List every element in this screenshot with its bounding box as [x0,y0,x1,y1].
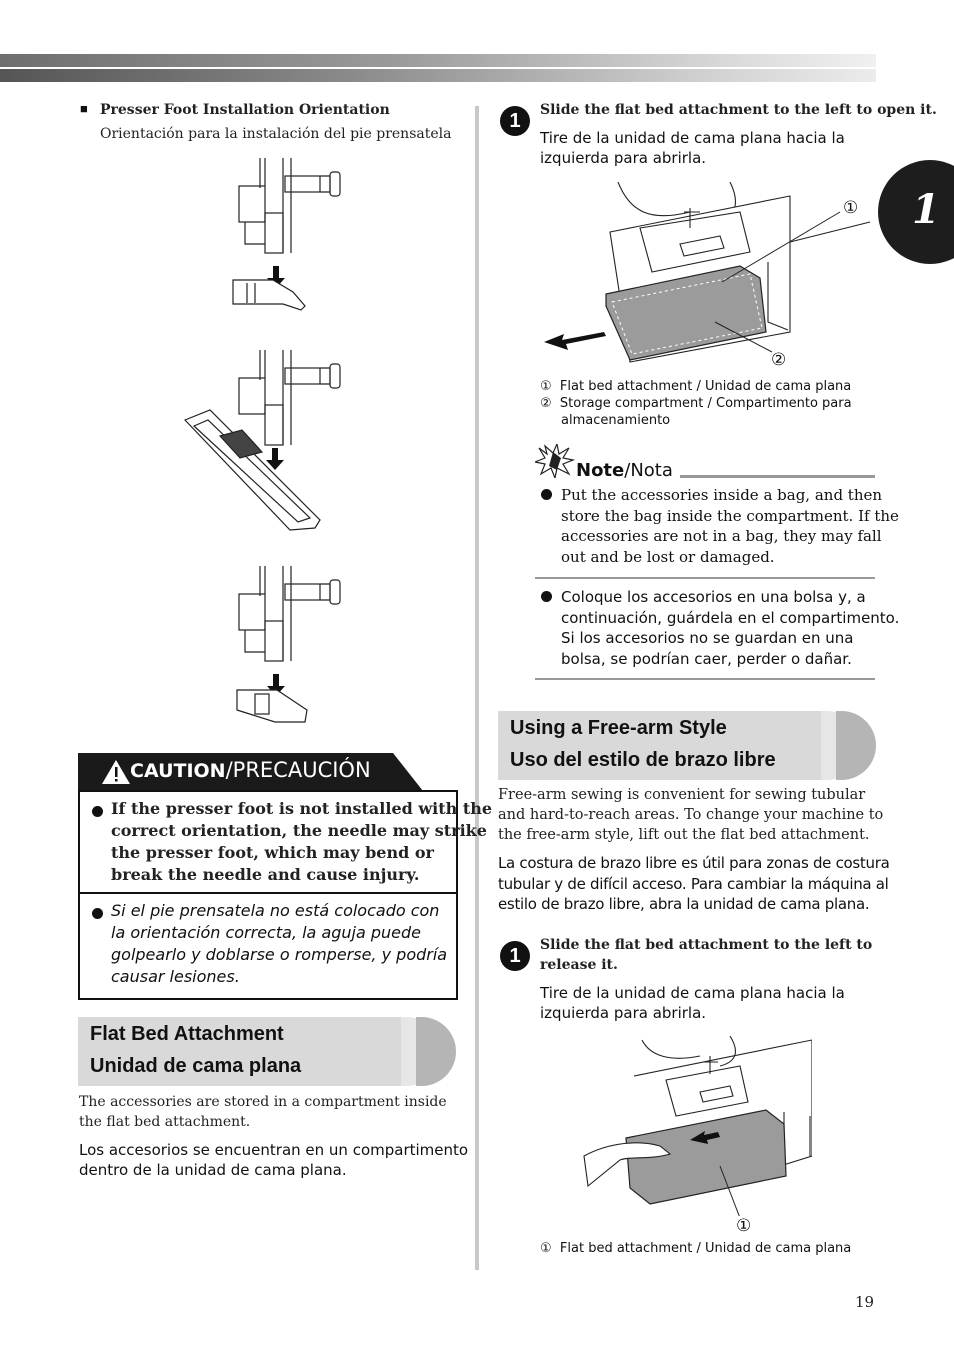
flatbed-title-es: Unidad de cama plana [90,1055,302,1077]
legend-1-es: Unidad de cama plana [705,379,852,394]
caution-en-line-1: If the presser foot is not installed with the [111,799,493,818]
step-1-number: 1 [500,106,530,136]
orientation-marker: ■ [80,101,88,116]
presser-foot-illustration-3 [225,566,355,730]
legend-step-1 [540,378,852,429]
note-en-line-3: accessories are not in a bag, they may fall [561,527,882,545]
freearm-title-en: Using a Free-arm Style [510,717,727,739]
caution-es-line-2: la orientación correcta, la aguja puede [111,923,422,942]
presser-foot-illustration-1 [225,158,355,318]
note-es-line-1: Coloque los accesorios en una bolsa y, a [561,588,866,606]
column-divider [475,106,479,1270]
step-2-title-2: release it. [540,957,618,973]
note-es-line-4: bolsa, se podrían caer, perder o dañar. [561,649,852,668]
legend-2-en: Storage compartment / [559,396,716,411]
legend-row-1 [540,378,852,395]
flatbed-section-header [78,1017,456,1086]
note-label-es: /Nota [624,460,673,481]
flatbed-body-es-2: dentro de la unidad de cama plana. [79,1161,347,1179]
orientation-title-en: Presser Foot Installation Orientation [100,102,390,118]
note-rule-top [680,475,875,478]
freearm-body-en [498,785,883,845]
page-number: 19 [855,1293,875,1311]
note-text-es [561,587,899,669]
note-bullet-es [541,591,552,602]
legend-2-es2: almacenamiento [561,413,671,428]
legend-row-2 [540,395,852,412]
freearm-body-es-2: tubular y de difícil acceso. Para cambiar la máquina al [498,874,889,893]
flatbed-body-en-2: the flat bed attachment. [79,1114,251,1130]
flatbed-title-en: Flat Bed Attachment [90,1023,284,1045]
step-1-text [540,128,845,168]
freearm-body-en-1: Free-arm sewing is convenient for sewing tubular [498,787,866,803]
note-label-en: Note [576,460,625,481]
remove-flatbed-illustration [580,1036,812,1216]
caution-text-en [111,798,492,886]
caution-label-en: CAUTION [130,760,226,782]
step-2-text-1: Tire de la unidad de cama plana hacia la [540,984,845,1002]
note-rule-middle [535,577,875,579]
caution-text-es [111,900,447,988]
note-es-line-3: Si los accesorios no se guardan en una [561,629,854,647]
caution-es-line-3: golpearlo y doblarse o romperse, y podría [111,945,448,964]
freearm-body-en-2: and hard-to-reach areas. To change your machine to [498,807,884,823]
step-2-title-1: Slide the flat bed attachment to the left to [540,937,873,953]
callout-2: ② [771,350,787,369]
freearm-body-es [498,853,889,915]
step-1-text-1: Tire de la unidad de cama plana hacia la [540,129,845,147]
caution-divider [80,892,456,894]
header-bar-bottom [0,69,876,82]
caution-en-line-4: break the needle and cause injury. [111,865,420,884]
presser-foot-illustration-2 [180,350,360,536]
flatbed-body-en [79,1092,447,1132]
legend-s2-en: Flat bed attachment / [559,1241,705,1256]
legend-s2-es: Unidad de cama plana [705,1241,852,1256]
caution-bullet-en [92,806,103,817]
orientation-title-es: Orientación para la instalación del pie prensatela [100,126,452,142]
step-1-title: Slide the flat bed attachment to the left to open it. [540,102,937,118]
caution-es-line-1: Si el pie prensatela no está colocado con [111,901,440,920]
step-2-text [540,983,845,1023]
legend-2-num: ② [540,396,552,411]
note-label [576,460,673,481]
flatbed-body-es [79,1140,468,1180]
caution-en-line-2: correct orientation, the needle may strike [111,821,487,840]
caution-label-es: /PRECAUCIÓN [225,758,371,782]
flatbed-body-en-1: The accessories are stored in a compartment inside [79,1094,447,1110]
note-icon [535,444,575,478]
freearm-section-header [498,711,876,780]
freearm-body-es-3: estilo de brazo libre, abra la unidad de cama plana. [498,895,870,913]
freearm-body-en-3: the free-arm style, lift out the flat bed attachment. [498,827,870,843]
open-compartment-illustration [540,182,878,374]
caution-label [130,758,371,782]
step-1-text-2: izquierda para abrirla. [540,149,707,167]
caution-bullet-es [92,908,103,919]
step-2-text-2: izquierda para abrirla. [540,1004,707,1022]
legend-s2-num: ① [540,1241,552,1256]
note-rule-bottom [535,678,875,680]
step-2-title [540,935,872,975]
note-bullet-en [541,489,552,500]
legend-2-es: Compartimento para [716,396,852,411]
freearm-title-es: Uso del estilo de brazo libre [510,749,776,771]
note-es-line-2: continuación, guárdela en el compartimento. [561,608,900,627]
note-en-line-4: out and be lost or damaged. [561,547,775,566]
chapter-number: 1 [912,186,940,233]
header-bar-top [0,54,876,67]
callout-1: ① [843,198,859,217]
freearm-body-es-1: La costura de brazo libre es útil para zonas de costura [498,854,890,872]
caution-en-line-3: the presser foot, which may bend or [111,843,434,862]
note-en-line-2: store the bag inside the compartment. If the [561,506,899,525]
caution-es-line-4: causar lesiones. [111,967,240,986]
note-text-en [561,485,899,567]
legend-1-num: ① [540,379,552,394]
step-2-number: 1 [500,941,530,971]
note-en-line-1: Put the accessories inside a bag, and then [561,486,883,504]
legend-step-2 [540,1240,851,1257]
flatbed-body-es-1: Los accesorios se encuentran en un compartimento [79,1141,469,1159]
legend-1-en: Flat bed attachment / [559,379,705,394]
callout-step-2: ① [736,1216,752,1235]
